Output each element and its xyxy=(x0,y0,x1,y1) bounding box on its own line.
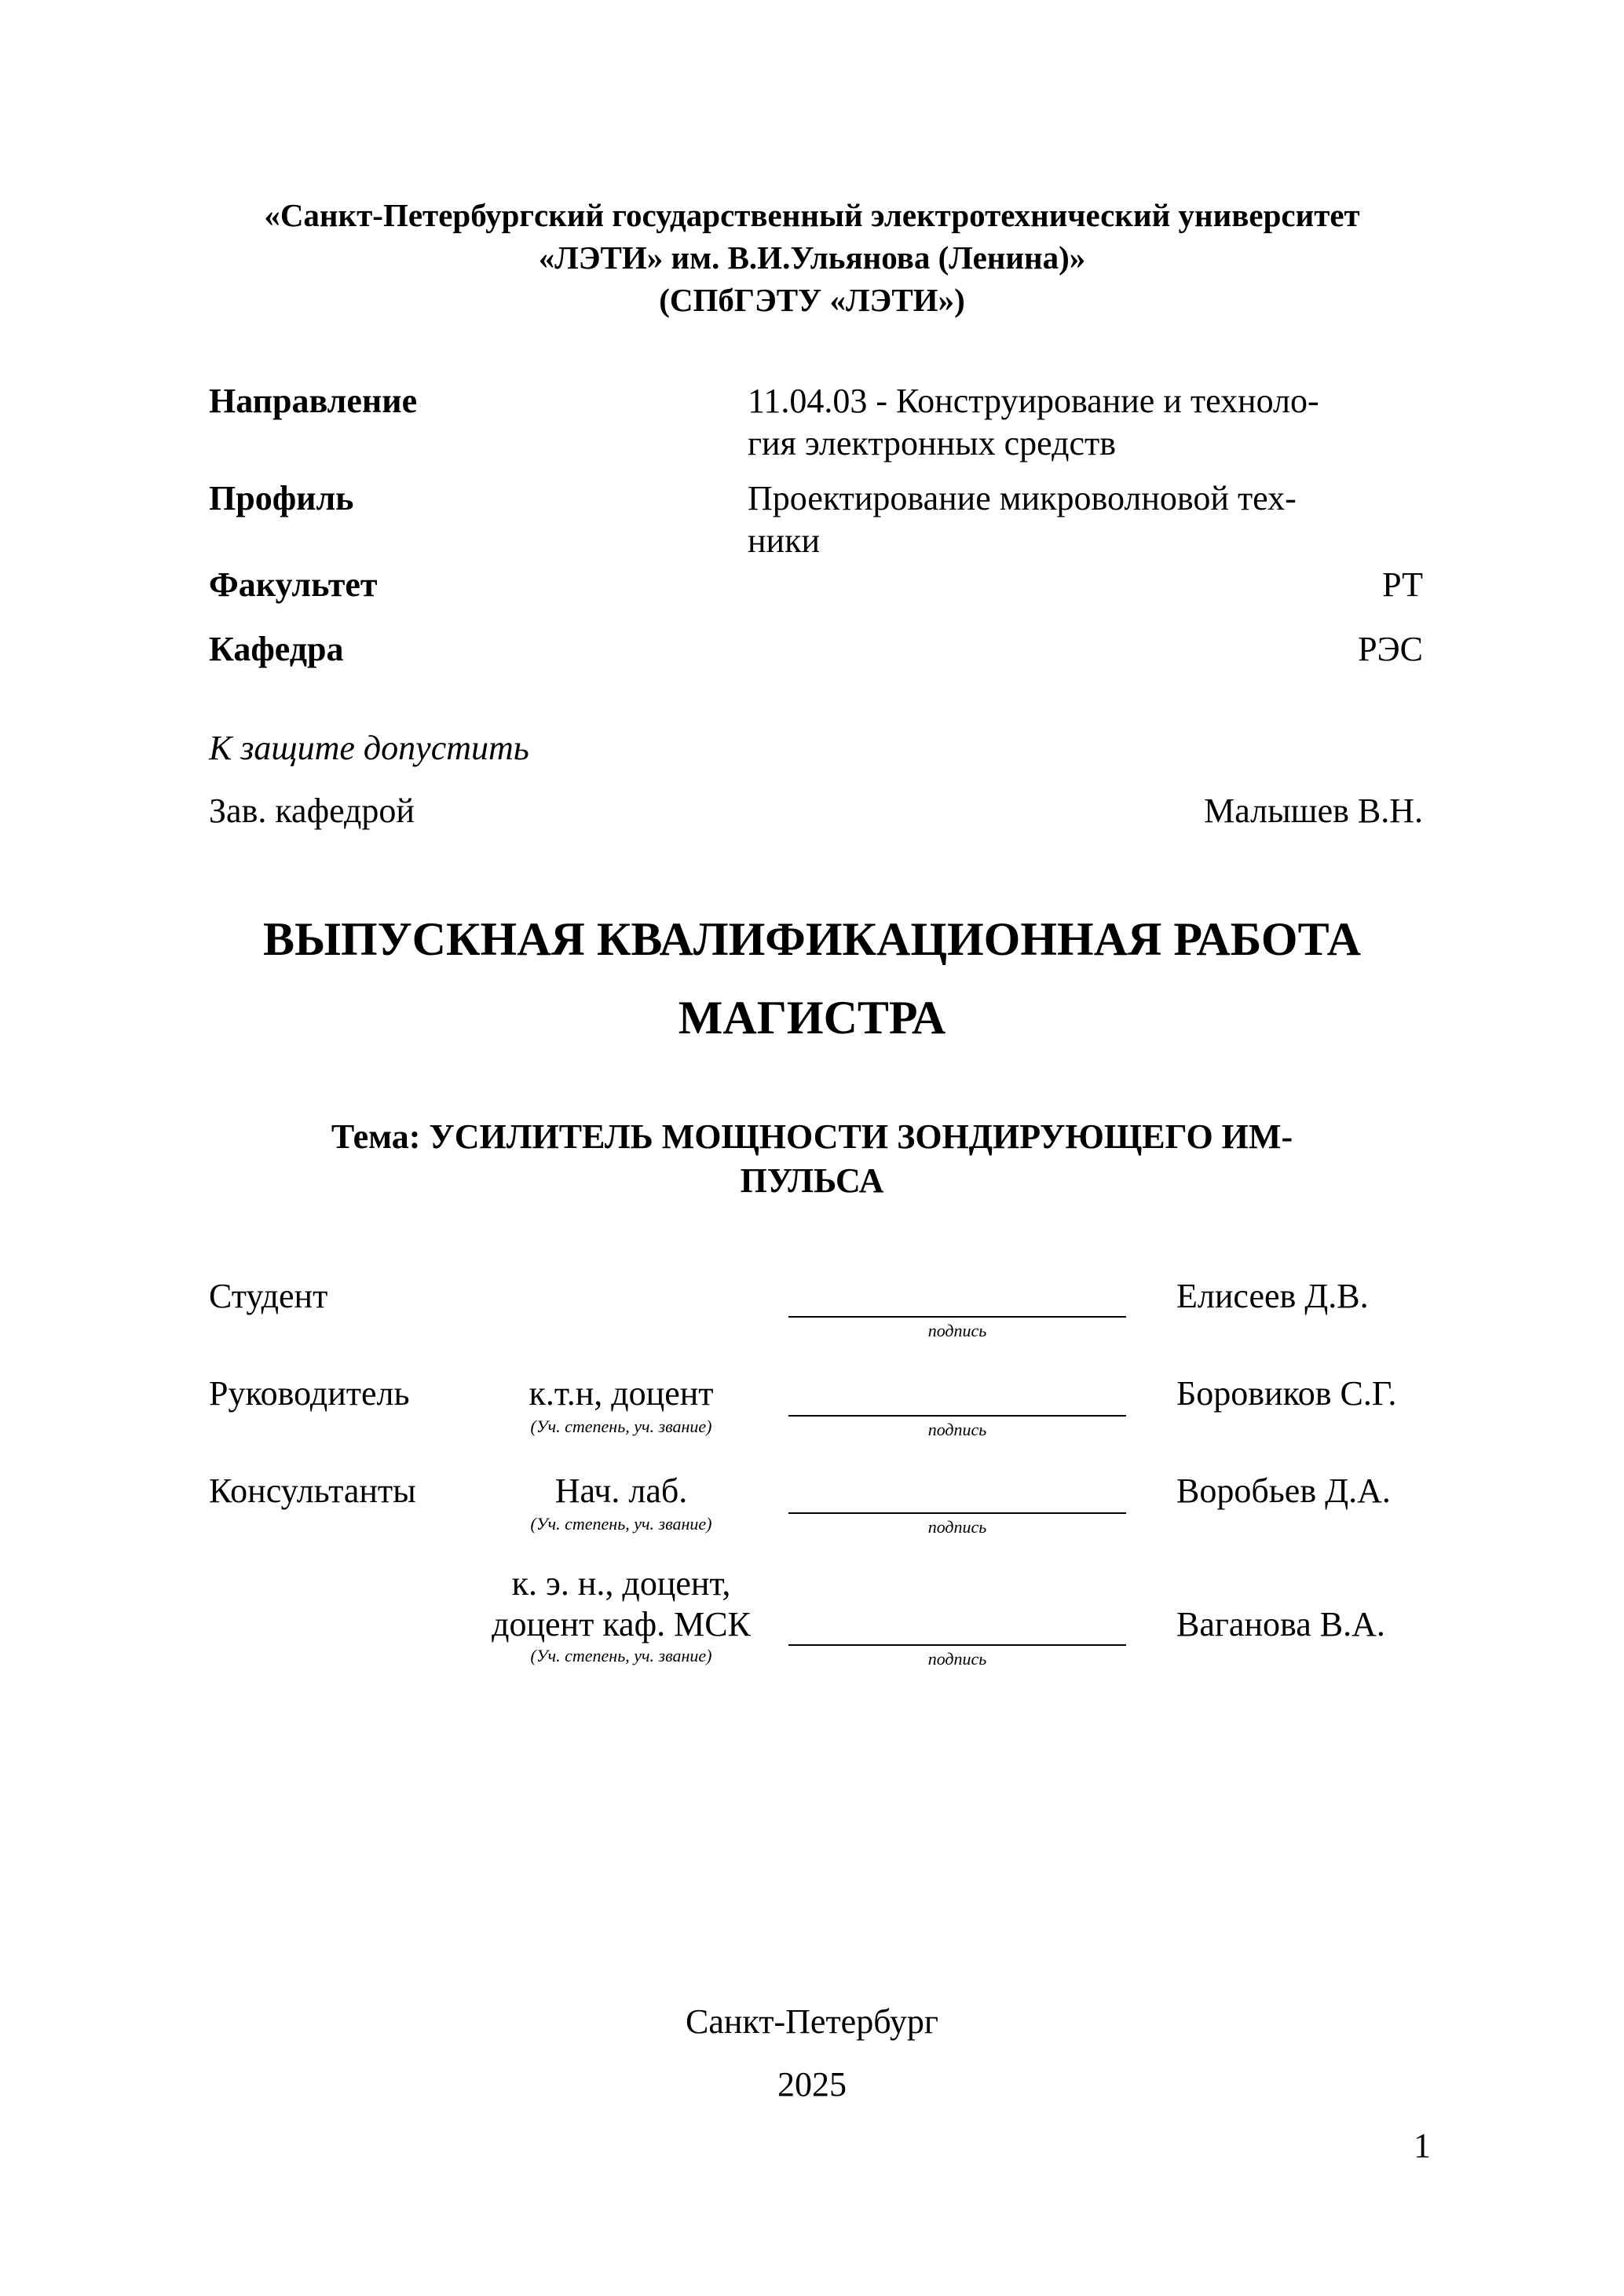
department-value: РЭС xyxy=(1358,630,1423,668)
consultant1-signature-caption: подпись xyxy=(927,1517,987,1537)
document-title-line2: МАГИСТРА xyxy=(678,992,946,1044)
student-signature-caption: подпись xyxy=(927,1321,987,1340)
university-name-line2: «ЛЭТИ» им. В.И.Ульянова (Ленина)» xyxy=(538,239,1086,276)
document-title-line1: ВЫПУСКНАЯ КВАЛИФИКАЦИОННАЯ РАБОТА xyxy=(263,913,1361,965)
supervisor-name: Боровиков С.Г. xyxy=(1176,1374,1397,1413)
university-name-line1: «Санкт-Петербургский государственный электротехнический университет xyxy=(264,197,1360,233)
head-of-department-name: Малышев В.Н. xyxy=(1204,792,1423,830)
supervisor-degree-caption: (Уч. степень, уч. звание) xyxy=(530,1417,712,1436)
city: Санкт-Петербург xyxy=(686,2002,938,2041)
department-label: Кафедра xyxy=(209,630,344,668)
consultants-role: Консультанты xyxy=(209,1472,416,1510)
supervisor-degree: к.т.н, доцент xyxy=(529,1374,714,1413)
consultant2-degree-line1: к. э. н., доцент, xyxy=(511,1564,731,1603)
topic-line1: Тема: УСИЛИТЕЛЬ МОЩНОСТИ ЗОНДИРУЮЩЕГО ИМ- xyxy=(331,1117,1293,1156)
consultant1-degree-caption: (Уч. степень, уч. звание) xyxy=(530,1514,712,1534)
profile-value-line1: Проектирование микроволновой тех- xyxy=(748,479,1297,517)
supervisor-signature-line xyxy=(788,1415,1126,1417)
faculty-value: РТ xyxy=(1382,565,1423,604)
student-signature-line xyxy=(788,1316,1126,1318)
supervisor-signature-caption: подпись xyxy=(927,1420,987,1439)
direction-value-line2: гия электронных средств xyxy=(748,424,1117,462)
consultant1-name: Воробьев Д.А. xyxy=(1176,1472,1391,1510)
profile-label: Профиль xyxy=(209,479,354,517)
consultant2-signature-caption: подпись xyxy=(927,1649,987,1669)
consultant2-degree-line2: доцент каф. МСК xyxy=(492,1605,751,1643)
faculty-label: Факультет xyxy=(209,565,378,604)
consultant2-name: Ваганова В.А. xyxy=(1176,1605,1385,1643)
student-role: Студент xyxy=(209,1277,328,1315)
consultant2-signature-line xyxy=(788,1644,1126,1646)
university-abbreviation: (СПбГЭТУ «ЛЭТИ») xyxy=(659,282,965,318)
consultant1-degree: Нач. лаб. xyxy=(554,1472,688,1510)
admission-text: К защите допустить xyxy=(209,729,529,767)
direction-value-line1: 11.04.03 - Конструирование и техноло- xyxy=(748,382,1319,420)
year: 2025 xyxy=(777,2065,847,2104)
page-number: 1 xyxy=(1414,2126,1431,2165)
profile-value-line2: ники xyxy=(748,521,821,560)
consultant1-signature-line xyxy=(788,1512,1126,1514)
head-of-department-label: Зав. кафедрой xyxy=(209,792,415,830)
supervisor-role: Руководитель xyxy=(209,1374,410,1413)
topic-line2: ПУЛЬСА xyxy=(740,1161,884,1200)
student-name: Елисеев Д.В. xyxy=(1176,1277,1369,1315)
direction-label: Направление xyxy=(209,382,418,420)
consultant2-degree-caption: (Уч. степень, уч. звание) xyxy=(530,1646,712,1665)
